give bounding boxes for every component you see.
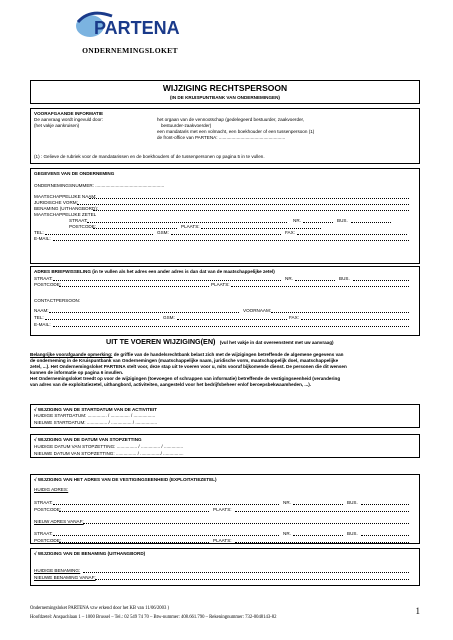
addr1-straat-field[interactable] [53,504,279,505]
startdate-heading: WIJZIGING VAN DE STARTDATUM VAN DE ACTIVITEIT [37,407,157,412]
juridische-vorm-field[interactable] [77,204,409,205]
fax-label: FAX: [285,230,295,235]
addr2-bus-label: BUS. [347,531,358,536]
addr1-postcode-label: POSTCODE: [34,507,62,512]
addr1-nr-label: NR. [283,500,291,505]
remark-label: Belangrijke voorafgaande opmerking: [30,352,113,357]
corr-bus-label: BUS. [339,276,350,281]
contactpersoon-label: CONTACTPERSOON: [34,298,81,303]
contact-fax-label: FAX: [289,315,299,320]
stopdate-heading: WIJZIGING VAN DE DATUM VAN STOPZETTING [37,437,142,442]
addr1-nr-field[interactable] [293,504,343,505]
address-heading: WIJZIGING VAN HET ADRES VAN DE VESTIGINGSEENHEID (EXPLOITATIEZETEL) [37,477,217,482]
current-address-label: HUIDIG ADRES: [34,487,69,492]
corr-plaats-field[interactable] [231,286,409,287]
ondernemingsloket-label: ONDERNEMINGSLOKET [82,46,178,55]
checkbox-stopdate[interactable]: √ [34,437,37,442]
corr-straat-field[interactable] [53,280,281,281]
contact-email-field[interactable] [53,326,409,327]
corr-straat-label: STRAAT: [34,276,53,281]
addr1-straat-label: STRAAT: [34,500,53,505]
checkbox-address[interactable]: √ [34,477,37,482]
addr2-bus-field[interactable] [361,535,409,536]
contact-tel-field[interactable] [45,319,159,320]
info-line2-right: bestuurder-zaakvoerder) [161,123,212,128]
corr-postcode-label: POSTCODE: [34,282,62,287]
correspondence-heading: ADRES BRIEFWISSELING (in te vullen als het adres een ander adres is dan dat van de maatschappelijke zetel) [34,269,275,274]
benaming-label: BENAMING (UITHANGBORD): [34,206,99,211]
juridische-vorm-label: JURIDISCHE VORM: [34,200,78,205]
zetel-plaats-field[interactable] [201,228,321,229]
changes-heading-note: (vul het vakje in dat overeenstemt met uw aanvraag) [219,340,334,345]
checkbox-name-change[interactable]: √ [34,551,37,556]
remark-line2: de onderneming in de Kruispuntbank van Ondernemingen (maatschappelijke naam, juridische vorm, maatschappelijk doel, maatschappelijke [30,358,339,363]
startdate-box [30,404,420,428]
addr2-straat-label: STRAAT: [34,531,53,536]
corr-bus-field[interactable] [353,280,409,281]
stopdate-heading-row[interactable] [34,437,142,442]
remark-line1: Belangrijke voorafgaande opmerking: de griffie van de handelsrechtbank belast zich met de wijzigingen betreffende de algemene gegevens van [30,352,344,357]
addr1-postcode-field[interactable] [59,511,209,512]
zetel-straat-field[interactable] [87,222,287,223]
current-name-label: HUIDIGE BENAMING: [34,568,81,573]
info-line1-right: het orgaan van de vennootschap (gedelegeerd bestuurder, zaakvoerder, [157,117,305,122]
name-change-heading-row[interactable] [34,551,145,556]
fax-field[interactable] [297,234,407,235]
benaming-field[interactable] [93,210,409,211]
info-line2-left: (het vakje aankruisen) [34,123,80,128]
zetel-nr-label: NR. [293,218,301,223]
address-heading-row[interactable] [34,477,216,482]
contact-gsm-field[interactable] [177,319,287,320]
zetel-plaats-label: PLAATS: [181,224,200,229]
startdate-new[interactable]: NIEUWE STARTDATUM: ................ / ................ / ................. [34,420,158,425]
zetel-bus-field[interactable] [351,222,391,223]
startdate-current[interactable]: HUIDIGE STARTDATUM: ............... / ............... / ................. [34,413,156,418]
correspondence-box [30,266,420,336]
maatschappelijke-naam-field[interactable] [89,198,409,199]
addr2-nr-label: NR. [283,531,291,536]
gsm-label: GSM: [157,230,169,235]
info-heading: VOORAFGAANDE INFORMATIE [34,111,104,116]
zetel-postcode-label: POSTCODE: [69,224,97,229]
zetel-nr-field[interactable] [303,222,333,223]
info-line4: de front-office van PARTENA: .................................................... [157,135,286,140]
corr-nr-label: NR. [285,276,293,281]
email-field[interactable] [53,240,409,241]
addr1-plaats-label: PLAATS: [213,507,232,512]
stopdate-new[interactable]: NIEUWE DATUM VAN STOPZETTING: ................ / ................/ ................ [34,451,184,456]
contact-naam-field[interactable] [49,312,239,313]
zetel-bus-label: BUS. [337,218,348,223]
contact-fax-field[interactable] [301,319,409,320]
zetel-straat-label: STRAAT: [69,218,88,223]
page-title: WIJZIGING RECHTSPERSOON [162,83,288,93]
info-line3: een mandataris met een volmacht, een boekhouder of een tussenpersoon (1) [157,129,315,134]
footer-line1: Ondernemingsloket PARTENA vzw erkend door het KB van 11/06/2003 ) [30,606,170,611]
corr-nr-field[interactable] [295,280,335,281]
footer-line2: Hoofdzetel: Anspachlaan 1 – 1000 Brussel – Tel.: 02 549 74 70 – Btw-nummer: 408.661.790 – Rekeningnummer: 732-0048143-82 [30,615,277,620]
title-box [30,80,420,104]
addr1-plaats-field[interactable] [235,511,409,512]
company-box [30,168,420,264]
ondernemingsnummer-field[interactable]: ONDERNEMINGSNUMMER: ...................................................... [34,183,165,188]
current-name-field[interactable] [83,572,409,573]
page-subtitle: (IN DE KRUISPUNTBANK VAN ONDERNEMINGEN) [170,95,280,100]
new-address-date-field[interactable] [83,523,409,524]
gsm-field[interactable] [171,234,281,235]
tel-label: TEL: [34,230,44,235]
zetel-postcode-field[interactable] [93,228,177,229]
tel-field[interactable] [45,234,153,235]
addr1-bus-label: BUS. [347,500,358,505]
address-box [30,474,420,544]
remark-line6: van adres van de exploitatiezetel, uithangbord, activiteiten, aangesteld voor het bedrijfsbeheer en/of beroepsbekwaamheden, ...). [30,382,312,387]
remark-line4: kunnen de informatie op pagina 6 invullen. [30,370,124,375]
page-number: 1 [415,606,420,616]
name-change-heading: WIJZIGING VAN DE BENAMING (UITHANGBORD) [37,551,146,556]
contact-email-label: E-MAIL: [34,322,51,327]
remark-line5: Het Ondernemingsloket treedt op voor de wijzigingen (toevoegen of schrappen van informatie) betreffende de vestigingseenheid (verandering [30,376,341,381]
addr2-postcode-label: POSTCODE: [34,538,62,543]
addr1-bus-field[interactable] [361,504,409,505]
new-name-label: NIEUWE BENAMING VANAF: [34,575,96,580]
corr-postcode-field[interactable] [59,286,209,287]
stopdate-current[interactable]: HUIDIGE DATUM VAN STOPZETTING: ................ / ............... / ............... [34,444,184,449]
checkbox-startdate[interactable]: √ [34,407,37,412]
contact-naam-label: NAAM: [34,308,49,313]
email-label: E-MAIL: [34,236,51,241]
contact-voornaam-label: VOORNAAM: [243,308,272,313]
new-address-label: NIEUW ADRES VANAF: [34,519,84,524]
corr-plaats-label: PLAATS: [211,282,230,287]
contact-tel-label: TEL: [34,315,44,320]
new-name-field[interactable] [95,579,409,580]
logo-text: PARTENA [94,18,180,38]
addr2-postcode-field[interactable] [59,542,209,543]
info-note: (1) : Gelieve de rubriek voor de mandatarissen en de boekhouders of de tussenpersonen op pagina 5 in te vullen. [34,154,265,159]
contact-gsm-label: GSM: [163,315,175,320]
zetel-label: MAATSCHAPPELIJKE ZETEL [34,212,97,217]
contact-voornaam-field[interactable] [271,312,409,313]
info-box [30,108,420,164]
info-line1-left: De aanvraag wordt ingevuld door: [34,117,103,122]
changes-heading-row [106,339,334,345]
company-heading: GEGEVENS VAN DE ONDERNEMING [34,171,115,176]
addr2-nr-field[interactable] [293,535,343,536]
partena-logo [72,4,192,46]
addr2-plaats-label: PLAATS: [213,538,232,543]
stopdate-box [30,434,420,458]
changes-heading: UIT TE VOEREN WIJZIGING(EN) [106,337,216,346]
maatschappelijke-naam-label: MAATSCHAPPELIJKE NAAM: [34,194,97,199]
remark-line3: zetel, ...). Het Ondernemingsloket PARTENA stelt voor, deze stap uit te voeren voor u, mits vooraf bijkomende dienst. De personen die dit wensen [30,364,347,369]
name-change-box [30,548,420,586]
addr2-plaats-field[interactable] [235,542,409,543]
startdate-heading-row[interactable] [34,407,157,412]
addr2-straat-field[interactable] [53,535,279,536]
